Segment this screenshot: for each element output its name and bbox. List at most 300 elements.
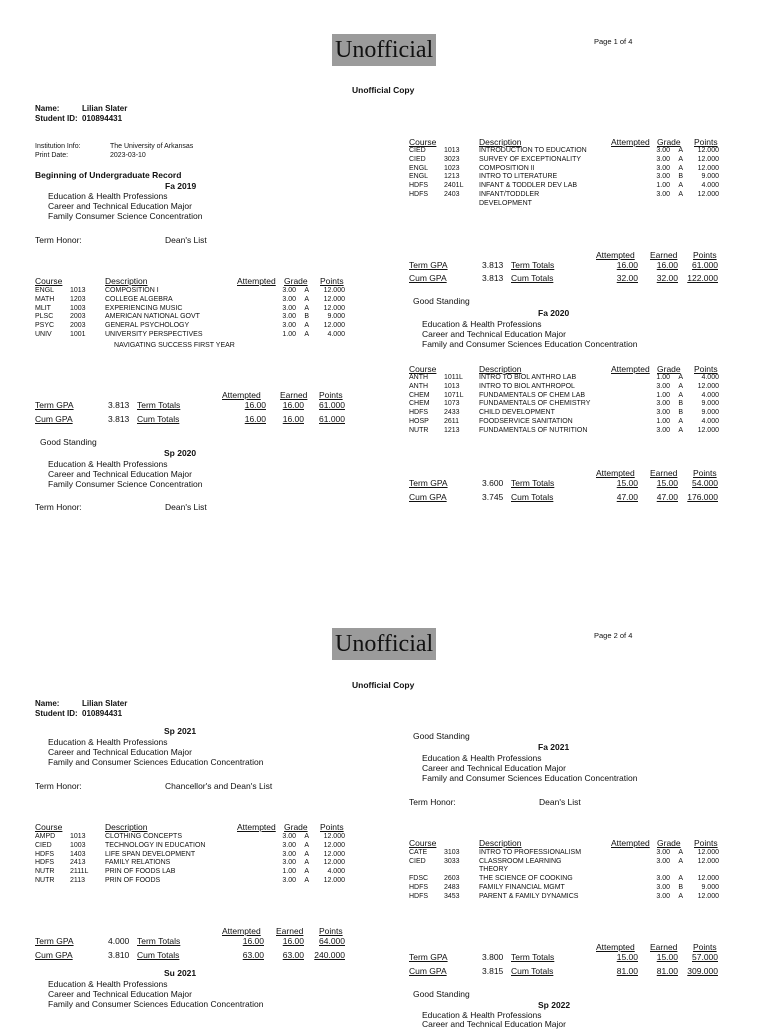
points-header: Points <box>319 926 343 936</box>
attempted-header: Attempted <box>222 926 261 936</box>
print-date-value: 2023-03-10 <box>110 152 146 159</box>
term-honor-value: Chancellor's and Dean's List <box>165 781 273 791</box>
course-grade: B <box>678 884 683 892</box>
cum-attempted: 81.00 <box>616 966 638 976</box>
term-gpa-label: Term GPA <box>35 936 74 946</box>
name-label: Name: <box>35 104 60 113</box>
description-header: Description <box>479 137 522 147</box>
print-date-label: Print Date: <box>35 152 69 159</box>
points-header: Points <box>694 137 718 147</box>
course-attempted: 1.00 <box>656 418 670 425</box>
course-points: 12.000 <box>697 147 719 154</box>
term-attempted: 15.00 <box>616 478 638 488</box>
course-number: 1213 <box>444 173 460 181</box>
cum-earned: 63.00 <box>282 950 304 960</box>
term-gpa-value: 3.800 <box>482 952 504 962</box>
course-subject: NUTR <box>409 426 429 434</box>
name-label: Name: <box>35 699 60 708</box>
description-header: Description <box>105 822 148 832</box>
cum-gpa-value: 3.745 <box>482 492 504 502</box>
course-subject: CIED <box>409 857 426 865</box>
course-subject: PLSC <box>35 313 54 321</box>
course-attempted: 3.00 <box>656 147 670 154</box>
course-points: 12.000 <box>697 857 719 865</box>
course-subject: CIED <box>409 155 426 163</box>
course-description: FAMILY FINANCIAL MGMT <box>479 884 565 892</box>
grade-header: Grade <box>657 137 681 147</box>
course-description: FUNDAMENTALS OF CHEM LAB <box>479 391 586 399</box>
term-earned: 15.00 <box>656 952 678 962</box>
course-description: INTRO TO LITERATURE <box>479 173 558 181</box>
term-title: Fa 2021 <box>538 742 570 752</box>
course-header: Course <box>35 276 63 286</box>
program-line: Career and Technical Education Major <box>48 201 192 211</box>
course-description: PARENT & FAMILY DYNAMICS <box>479 893 579 900</box>
attempted-header: Attempted <box>596 942 635 952</box>
term-honor-label: Term Honor: <box>35 235 82 245</box>
course-number: 2113 <box>70 877 86 884</box>
term-honor-value: Dean's List <box>539 797 581 807</box>
attempted-header: Attempted <box>611 364 650 374</box>
course-description: UNIVERSITY PERSPECTIVES <box>105 331 203 338</box>
course-subject: CHEM <box>409 400 430 408</box>
term-honor-value: Dean's List <box>165 502 207 512</box>
program-line: Family and Consumer Sciences Education Concentration <box>48 757 264 767</box>
program-line: Education & Health Professions <box>48 737 168 747</box>
term-earned: 15.00 <box>656 478 678 488</box>
course-description: PRIN OF FOODS LAB <box>105 868 176 876</box>
course-number: 1011L <box>444 374 463 381</box>
course-number: 2111L <box>70 868 89 876</box>
course-attempted: 1.00 <box>656 182 670 190</box>
course-attempted: 3.00 <box>656 426 670 434</box>
term-points: 61.000 <box>692 260 718 270</box>
program-line: Career and Technical Education Major <box>48 989 192 999</box>
course-number: 2003 <box>70 322 86 330</box>
course-description: FOODSERVICE SANITATION <box>479 418 573 425</box>
course-description: CHILD DEVELOPMENT <box>479 409 555 417</box>
course-subject: MATH <box>35 295 55 303</box>
course-description: TECHNOLOGY IN EDUCATION <box>105 841 206 849</box>
unofficial-banner: Unofficial <box>332 34 436 66</box>
course-subject: PSYC <box>35 322 55 330</box>
course-number: 2403 <box>444 191 460 198</box>
course-subject: CATE <box>409 849 428 856</box>
course-attempted: 3.00 <box>282 304 296 312</box>
course-grade: A <box>304 841 309 849</box>
good-standing: Good Standing <box>413 296 470 306</box>
course-description: FAMILY RELATIONS <box>105 859 171 867</box>
course-number: 3023 <box>444 155 460 163</box>
term-earned: 16.00 <box>282 400 304 410</box>
program-line: Career and Technical Education Major <box>48 747 192 757</box>
course-description: COMPOSITION I <box>105 287 159 294</box>
program-line: Education & Health Professions <box>422 1010 542 1020</box>
course-points: 12.000 <box>323 304 345 312</box>
cum-gpa-value: 3.813 <box>482 273 504 283</box>
program-line: Education & Health Professions <box>48 459 168 469</box>
cum-attempted: 47.00 <box>616 492 638 502</box>
program-line: Education & Health Professions <box>48 979 168 989</box>
course-attempted: 3.00 <box>282 859 296 867</box>
course-points: 4.000 <box>701 182 719 190</box>
course-grade: A <box>678 382 683 390</box>
course-description: GENERAL PSYCHOLOGY <box>105 322 190 330</box>
course-subject: HDFS <box>35 850 55 858</box>
course-subject: ENGL <box>35 287 55 294</box>
grade-header: Grade <box>657 838 681 848</box>
attempted-header: Attempted <box>237 822 276 832</box>
course-attempted: 3.00 <box>282 322 296 330</box>
course-description: THE SCIENCE OF COOKING <box>479 875 573 883</box>
term-honor-label: Term Honor: <box>35 781 82 791</box>
course-attempted: 1.00 <box>282 331 296 338</box>
student-id: 010894431 <box>82 709 123 718</box>
grade-header: Grade <box>284 822 308 832</box>
course-subject: HDFS <box>409 409 429 417</box>
course-grade: A <box>678 426 683 434</box>
course-points: 12.000 <box>697 164 719 172</box>
course-description: INFANT & TODDLER DEV LAB <box>479 182 578 190</box>
term-title: Fa 2019 <box>165 181 197 191</box>
course-attempted: 3.00 <box>656 857 670 865</box>
course-subject: HOSP <box>409 418 429 425</box>
course-grade: B <box>304 313 309 321</box>
course-header: Course <box>409 364 437 374</box>
program-line: Family Consumer Science Concentration <box>48 211 203 221</box>
attempted-header: Attempted <box>596 250 635 260</box>
earned-header: Earned <box>650 942 678 952</box>
course-subject: FDSC <box>409 875 429 883</box>
term-honor-label: Term Honor: <box>35 502 82 512</box>
program-line: Education & Health Professions <box>48 191 168 201</box>
good-standing: Good Standing <box>413 731 470 741</box>
course-subject: HDFS <box>409 191 429 198</box>
course-number: 1213 <box>444 426 460 434</box>
course-grade: B <box>678 173 683 181</box>
student-id: 010894431 <box>82 114 123 123</box>
course-grade: A <box>678 155 683 163</box>
course-description: SURVEY OF EXCEPTIONALITY <box>479 155 582 163</box>
course-description: CLOTHING CONCEPTS <box>105 833 183 840</box>
course-points: 9.000 <box>701 884 719 892</box>
course-subject: CIED <box>35 841 52 849</box>
cum-earned: 16.00 <box>282 414 304 424</box>
course-attempted: 3.00 <box>656 173 670 181</box>
course-grade: A <box>304 868 309 876</box>
term-attempted: 16.00 <box>244 400 266 410</box>
course-grade: A <box>678 147 683 154</box>
program-line: Family and Consumer Sciences Education Concentration <box>48 999 264 1009</box>
good-standing: Good Standing <box>413 989 470 999</box>
course-points: 9.000 <box>701 173 719 181</box>
course-points: 4.000 <box>701 418 719 425</box>
course-number: 1003 <box>70 841 86 849</box>
course-attempted: 3.00 <box>656 409 670 417</box>
course-grade: A <box>304 331 309 338</box>
student-id-label: Student ID: <box>35 709 78 718</box>
record-heading: Beginning of Undergraduate Record <box>35 170 182 180</box>
program-line: Family Consumer Science Concentration <box>48 479 203 489</box>
course-attempted: 3.00 <box>656 893 670 900</box>
points-header: Points <box>694 838 718 848</box>
term-title: Sp 2022 <box>538 1000 571 1010</box>
course-number: 1071L <box>444 391 464 399</box>
course-number: 1013 <box>70 287 86 294</box>
course-description: LIFE SPAN DEVELOPMENT <box>105 850 196 858</box>
cum-totals-label: Cum Totals <box>511 273 554 283</box>
course-attempted: 1.00 <box>656 374 670 381</box>
term-attempted: 15.00 <box>616 952 638 962</box>
course-attempted: 3.00 <box>656 884 670 892</box>
cum-attempted: 63.00 <box>242 950 264 960</box>
course-grade: A <box>304 322 309 330</box>
cum-earned: 47.00 <box>656 492 678 502</box>
course-points: 12.000 <box>697 426 719 434</box>
course-attempted: 3.00 <box>282 877 296 884</box>
term-totals-label: Term Totals <box>511 260 555 270</box>
course-attempted: 3.00 <box>282 287 296 294</box>
course-description: COMPOSITION II <box>479 164 535 172</box>
course-points: 12.000 <box>697 155 719 163</box>
cum-gpa-label: Cum GPA <box>409 492 447 502</box>
points-header: Points <box>320 276 344 286</box>
course-subject: HDFS <box>409 884 429 892</box>
course-header: Course <box>35 822 63 832</box>
term-earned: 16.00 <box>282 936 304 946</box>
course-description-continued: THEORY <box>479 866 509 873</box>
cum-gpa-label: Cum GPA <box>35 950 73 960</box>
course-subject: HDFS <box>409 182 429 190</box>
term-points: 64.000 <box>319 936 345 946</box>
course-description: EXPERIENCING MUSIC <box>105 304 183 312</box>
course-description: INTRO TO PROFESSIONALISM <box>479 849 582 856</box>
cum-points: 122.000 <box>687 273 718 283</box>
earned-header: Earned <box>276 926 304 936</box>
cum-earned: 32.00 <box>656 273 678 283</box>
course-points: 12.000 <box>697 849 719 856</box>
course-description-continued: NAVIGATING SUCCESS FIRST YEAR <box>114 342 235 349</box>
course-grade: A <box>678 182 683 190</box>
course-description: FUNDAMENTALS OF NUTRITION <box>479 426 588 434</box>
course-number: 1073 <box>444 400 460 408</box>
course-number: 1023 <box>444 164 460 172</box>
course-description: INFANT/TODDLER <box>479 191 540 198</box>
course-grade: A <box>304 295 309 303</box>
course-number: 1013 <box>444 147 460 154</box>
attempted-header: Attempted <box>596 468 635 478</box>
course-points: 4.000 <box>327 868 345 876</box>
cum-gpa-label: Cum GPA <box>409 273 447 283</box>
term-honor-value: Dean's List <box>165 235 207 245</box>
course-description: PRIN OF FOODS <box>105 877 161 884</box>
course-number: 1013 <box>70 833 86 840</box>
term-earned: 16.00 <box>656 260 678 270</box>
grade-header: Grade <box>284 276 308 286</box>
cum-gpa-value: 3.810 <box>108 950 130 960</box>
earned-header: Earned <box>280 390 308 400</box>
term-totals-label: Term Totals <box>511 478 555 488</box>
course-grade: B <box>678 409 683 417</box>
term-title: Sp 2020 <box>164 448 197 458</box>
course-subject: NUTR <box>35 868 55 876</box>
points-header: Points <box>693 468 717 478</box>
course-grade: A <box>678 857 683 865</box>
course-subject: CIED <box>409 147 426 154</box>
course-description: INTRODUCTION TO EDUCATION <box>479 147 587 154</box>
term-points: 57.000 <box>692 952 718 962</box>
course-grade: A <box>678 875 683 883</box>
cum-gpa-label: Cum GPA <box>35 414 73 424</box>
institution-value: The University of Arkansas <box>110 143 194 150</box>
course-attempted: 1.00 <box>656 391 670 399</box>
points-header: Points <box>693 942 717 952</box>
term-gpa-value: 4.000 <box>108 936 130 946</box>
course-grade: A <box>678 391 683 399</box>
course-number: 2413 <box>70 859 86 867</box>
term-honor-label: Term Honor: <box>409 797 456 807</box>
points-header: Points <box>694 364 718 374</box>
program-line: Family and Consumer Sciences Education Concentration <box>422 339 638 349</box>
course-grade: A <box>678 849 683 856</box>
good-standing: Good Standing <box>40 437 97 447</box>
course-subject: AMPD <box>35 833 56 840</box>
course-attempted: 3.00 <box>656 400 670 408</box>
course-number: 1001 <box>70 331 86 338</box>
program-line: Career and Technical Education Major <box>48 469 192 479</box>
course-points: 12.000 <box>323 859 345 867</box>
term-points: 54.000 <box>692 478 718 488</box>
points-header: Points <box>319 390 343 400</box>
attempted-header: Attempted <box>611 137 650 147</box>
course-grade: A <box>304 287 309 294</box>
course-number: 2483 <box>444 884 460 892</box>
course-points: 9.000 <box>701 400 719 408</box>
course-number: 2003 <box>70 313 86 321</box>
course-attempted: 3.00 <box>656 875 670 883</box>
course-attempted: 3.00 <box>656 191 670 198</box>
description-header: Description <box>105 276 148 286</box>
course-points: 12.000 <box>697 191 719 198</box>
term-attempted: 16.00 <box>242 936 264 946</box>
course-points: 12.000 <box>323 287 345 294</box>
course-grade: A <box>678 191 683 198</box>
course-subject: ANTH <box>409 382 429 390</box>
description-header: Description <box>479 364 522 374</box>
course-grade: A <box>304 850 309 858</box>
course-number: 1013 <box>444 382 460 390</box>
cum-totals-label: Cum Totals <box>511 966 554 976</box>
course-grade: A <box>678 893 683 900</box>
course-number: 2603 <box>444 875 460 883</box>
course-number: 2401L <box>444 182 464 190</box>
course-attempted: 3.00 <box>282 850 296 858</box>
course-subject: MLIT <box>35 304 51 312</box>
course-header: Course <box>409 137 437 147</box>
term-attempted: 16.00 <box>616 260 638 270</box>
course-subject: ENGL <box>409 164 429 172</box>
course-grade: A <box>678 164 683 172</box>
course-subject: UNIV <box>35 331 52 338</box>
course-points: 12.000 <box>323 322 345 330</box>
course-number: 3103 <box>444 849 460 856</box>
term-points: 61.000 <box>319 400 345 410</box>
earned-header: Earned <box>650 250 678 260</box>
term-totals-label: Term Totals <box>137 400 181 410</box>
course-description: AMERICAN NATIONAL GOVT <box>105 313 200 321</box>
program-line: Family and Consumer Sciences Education Concentration <box>422 773 638 783</box>
course-description: INTRO TO BIOL ANTHRO LAB <box>479 374 577 381</box>
course-grade: A <box>678 374 683 381</box>
program-line: Career and Technical Education Major <box>422 763 566 773</box>
course-description: FUNDAMENTALS OF CHEMISTRY <box>479 400 591 408</box>
course-number: 3033 <box>444 857 460 865</box>
attempted-header: Attempted <box>222 390 261 400</box>
course-subject: HDFS <box>409 893 429 900</box>
cum-earned: 81.00 <box>656 966 678 976</box>
term-gpa-label: Term GPA <box>409 478 448 488</box>
term-title: Sp 2021 <box>164 726 197 736</box>
term-gpa-value: 3.813 <box>482 260 504 270</box>
course-attempted: 3.00 <box>656 164 670 172</box>
attempted-header: Attempted <box>611 838 650 848</box>
program-line: Career and Technical Education Major <box>422 1019 566 1029</box>
term-gpa-value: 3.600 <box>482 478 504 488</box>
course-number: 2611 <box>444 418 460 425</box>
attempted-header: Attempted <box>237 276 276 286</box>
course-grade: A <box>678 418 683 425</box>
course-number: 1403 <box>70 850 86 858</box>
course-grade: A <box>304 304 309 312</box>
cum-attempted: 32.00 <box>616 273 638 283</box>
course-attempted: 3.00 <box>656 849 670 856</box>
course-description: COLLEGE ALGEBRA <box>105 295 173 303</box>
points-header: Points <box>320 822 344 832</box>
cum-totals-label: Cum Totals <box>137 950 180 960</box>
cum-points: 61.000 <box>319 414 345 424</box>
course-header: Course <box>409 838 437 848</box>
course-points: 12.000 <box>697 893 719 900</box>
course-grade: B <box>678 400 683 408</box>
student-name: Lilian Slater <box>82 104 128 113</box>
unofficial-copy-label: Unofficial Copy <box>352 680 415 690</box>
course-points: 4.000 <box>701 374 719 381</box>
course-grade: A <box>304 859 309 867</box>
course-attempted: 1.00 <box>282 868 296 876</box>
cum-gpa-value: 3.813 <box>108 414 130 424</box>
course-attempted: 3.00 <box>282 313 296 321</box>
course-points: 4.000 <box>327 331 345 338</box>
course-subject: ANTH <box>409 374 429 381</box>
page-number: Page 2 of 4 <box>594 631 633 640</box>
term-gpa-value: 3.813 <box>108 400 130 410</box>
cum-points: 309.000 <box>687 966 718 976</box>
course-points: 12.000 <box>323 833 345 840</box>
course-description: CLASSROOM LEARNING <box>479 857 562 865</box>
student-name: Lilian Slater <box>82 699 128 708</box>
course-subject: ENGL <box>409 173 429 181</box>
cum-gpa-value: 3.815 <box>482 966 504 976</box>
course-number: 2433 <box>444 409 460 417</box>
student-id-label: Student ID: <box>35 114 78 123</box>
course-points: 12.000 <box>323 295 345 303</box>
unofficial-banner: Unofficial <box>332 628 436 660</box>
term-gpa-label: Term GPA <box>35 400 74 410</box>
course-number: 3453 <box>444 893 460 900</box>
course-number: 1003 <box>70 304 86 312</box>
program-line: Career and Technical Education Major <box>422 329 566 339</box>
description-header: Description <box>479 838 522 848</box>
